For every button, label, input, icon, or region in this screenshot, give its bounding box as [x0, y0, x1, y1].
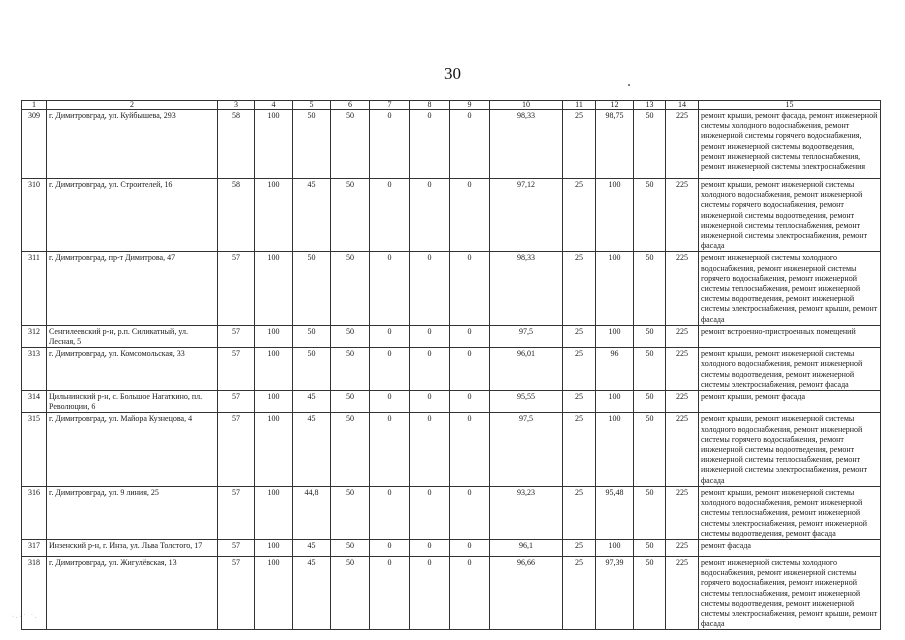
row-number-cell: 313: [22, 348, 47, 391]
works-cell: ремонт фасада: [699, 539, 881, 556]
value-cell-c12: 95,48: [596, 486, 634, 539]
value-cell-c14: 225: [666, 252, 699, 325]
value-cell-c10: 96,01: [490, 348, 563, 391]
table-row: [22, 413, 881, 486]
value-cell-c10: 97,5: [490, 325, 563, 347]
value-cell-c8: 0: [410, 179, 450, 252]
header-cell: 5: [293, 101, 331, 110]
value-cell-c6: 50: [331, 252, 370, 325]
value-cell-c14: 225: [666, 539, 699, 556]
value-cell-c3: 57: [218, 391, 255, 413]
value-cell-c11: 25: [563, 252, 596, 325]
value-cell-c12: 100: [596, 413, 634, 486]
value-cell-c7: 0: [370, 391, 410, 413]
value-cell-c13: 50: [634, 539, 666, 556]
value-cell-c8: 0: [410, 556, 450, 629]
value-cell-c5: 45: [293, 556, 331, 629]
value-cell-c11: 25: [563, 325, 596, 347]
value-cell-c5: 45: [293, 391, 331, 413]
value-cell-c5: 50: [293, 252, 331, 325]
value-cell-c6: 50: [331, 556, 370, 629]
address-cell: г. Димитровград, ул. Майора Кузнецова, 4: [47, 413, 218, 486]
value-cell-c4: 100: [255, 391, 293, 413]
value-cell-c4: 100: [255, 413, 293, 486]
works-cell: ремонт крыши, ремонт фасада: [699, 391, 881, 413]
value-cell-c9: 0: [450, 348, 490, 391]
value-cell-c14: 225: [666, 413, 699, 486]
value-cell-c12: 96: [596, 348, 634, 391]
value-cell-c3: 58: [218, 179, 255, 252]
value-cell-c7: 0: [370, 486, 410, 539]
address-cell: г. Димитровград, ул. Комсомольская, 33: [47, 348, 218, 391]
row-number-cell: 316: [22, 486, 47, 539]
value-cell-c10: 96,66: [490, 556, 563, 629]
works-cell: ремонт встроенно-пристроенных помещений: [699, 325, 881, 347]
value-cell-c5: 45: [293, 539, 331, 556]
value-cell-c10: 97,5: [490, 413, 563, 486]
value-cell-c8: 0: [410, 486, 450, 539]
value-cell-c4: 100: [255, 486, 293, 539]
value-cell-c3: 57: [218, 348, 255, 391]
value-cell-c4: 100: [255, 348, 293, 391]
value-cell-c6: 50: [331, 413, 370, 486]
value-cell-c4: 100: [255, 539, 293, 556]
header-cell: 14: [666, 101, 699, 110]
works-cell: ремонт крыши, ремонт инженерной системы холодного водоснабжения, ремонт инженерной системы теплоснабжения, ремонт инженерной системы электроснабжения, ремонт инженерной системы водоотведения, ремонт фасада: [699, 486, 881, 539]
address-cell: г. Димитровград, ул. Куйбышева, 293: [47, 110, 218, 179]
works-cell: ремонт инженерной системы холодного водоснабжения, ремонт инженерной системы горячего водоснабжения, ремонт инженерной системы теплоснабжения, ремонт инженерной системы водоотведения, ремонт инженерной системы электроснабжения, ремонт крыши, ремонт фасада: [699, 252, 881, 325]
value-cell-c4: 100: [255, 325, 293, 347]
address-cell: Цильнинский р-н, с. Большое Нагаткино, пл. Революции, 6: [47, 391, 218, 413]
value-cell-c5: 50: [293, 325, 331, 347]
value-cell-c9: 0: [450, 556, 490, 629]
address-cell: г. Димитровград, ул. 9 линия, 25: [47, 486, 218, 539]
table-row: [22, 348, 881, 391]
value-cell-c7: 0: [370, 539, 410, 556]
value-cell-c10: 95,55: [490, 391, 563, 413]
works-cell: ремонт крыши, ремонт инженерной системы холодного водоснабжения, ремонт инженерной системы горячего водоснабжения, ремонт инженерной системы водоотведения, ремонт инженерной системы теплоснабжения, ремонт инженерной системы электроснабжения, ремонт фасада: [699, 179, 881, 252]
value-cell-c9: 0: [450, 110, 490, 179]
value-cell-c6: 50: [331, 325, 370, 347]
value-cell-c5: 50: [293, 348, 331, 391]
header-cell: 4: [255, 101, 293, 110]
value-cell-c6: 50: [331, 486, 370, 539]
value-cell-c10: 98,33: [490, 110, 563, 179]
row-number-cell: 311: [22, 252, 47, 325]
value-cell-c12: 100: [596, 179, 634, 252]
header-cell: 13: [634, 101, 666, 110]
value-cell-c8: 0: [410, 413, 450, 486]
value-cell-c6: 50: [331, 348, 370, 391]
table-row: [22, 391, 881, 413]
value-cell-c13: 50: [634, 413, 666, 486]
address-cell: г. Димитровград, ул. Строителей, 16: [47, 179, 218, 252]
value-cell-c8: 0: [410, 391, 450, 413]
value-cell-c8: 0: [410, 348, 450, 391]
value-cell-c7: 0: [370, 179, 410, 252]
value-cell-c13: 50: [634, 110, 666, 179]
value-cell-c7: 0: [370, 348, 410, 391]
value-cell-c9: 0: [450, 391, 490, 413]
value-cell-c13: 50: [634, 486, 666, 539]
value-cell-c14: 225: [666, 325, 699, 347]
value-cell-c3: 57: [218, 252, 255, 325]
value-cell-c8: 0: [410, 539, 450, 556]
table-row: [22, 252, 881, 325]
value-cell-c4: 100: [255, 110, 293, 179]
value-cell-c3: 58: [218, 110, 255, 179]
table-row: [22, 556, 881, 629]
works-cell: ремонт крыши, ремонт инженерной системы холодного водоснабжения, ремонт инженерной системы горячего водоснабжения, ремонт инженерной системы водоотведения, ремонт инженерной системы теплоснабжения, ремонт инженерной системы электроснабжения, ремонт фасада: [699, 413, 881, 486]
value-cell-c12: 100: [596, 539, 634, 556]
address-cell: Сенгилеевский р-н, р.п. Силикатный, ул. Лесная, 5: [47, 325, 218, 347]
value-cell-c14: 225: [666, 348, 699, 391]
value-cell-c12: 100: [596, 325, 634, 347]
header-cell: 8: [410, 101, 450, 110]
value-cell-c4: 100: [255, 556, 293, 629]
header-cell: 3: [218, 101, 255, 110]
value-cell-c11: 25: [563, 556, 596, 629]
value-cell-c8: 0: [410, 325, 450, 347]
address-cell: Инзенский р-н, г. Инза, ул. Льва Толстого, 17: [47, 539, 218, 556]
value-cell-c4: 100: [255, 252, 293, 325]
value-cell-c13: 50: [634, 391, 666, 413]
value-cell-c5: 45: [293, 179, 331, 252]
scan-dot: [628, 84, 630, 86]
table-row: [22, 179, 881, 252]
header-cell: 11: [563, 101, 596, 110]
value-cell-c11: 25: [563, 348, 596, 391]
value-cell-c12: 100: [596, 252, 634, 325]
header-cell: 1: [22, 101, 47, 110]
value-cell-c11: 25: [563, 413, 596, 486]
value-cell-c14: 225: [666, 556, 699, 629]
value-cell-c10: 97,12: [490, 179, 563, 252]
value-cell-c12: 100: [596, 391, 634, 413]
works-cell: ремонт крыши, ремонт фасада, ремонт инженерной системы холодного водоснабжения, ремонт инженерной системы горячего водоснабжения, ремонт инженерной системы водоотведения, ремонт инженерной системы теплоснабжения, ремонт инженерной системы электроснабжения: [699, 110, 881, 179]
value-cell-c9: 0: [450, 179, 490, 252]
value-cell-c10: 93,23: [490, 486, 563, 539]
value-cell-c3: 57: [218, 556, 255, 629]
value-cell-c11: 25: [563, 486, 596, 539]
value-cell-c7: 0: [370, 252, 410, 325]
value-cell-c5: 50: [293, 110, 331, 179]
row-number-cell: 312: [22, 325, 47, 347]
value-cell-c13: 50: [634, 252, 666, 325]
value-cell-c11: 25: [563, 391, 596, 413]
value-cell-c13: 50: [634, 348, 666, 391]
register-table: [21, 100, 881, 630]
value-cell-c7: 0: [370, 325, 410, 347]
value-cell-c6: 50: [331, 179, 370, 252]
header-cell: 6: [331, 101, 370, 110]
header-cell: 12: [596, 101, 634, 110]
row-number-cell: 317: [22, 539, 47, 556]
works-cell: ремонт крыши, ремонт инженерной системы холодного водоснабжения, ремонт инженерной системы водоотведения, ремонт инженерной системы электроснабжения, ремонт фасада: [699, 348, 881, 391]
value-cell-c5: 44,8: [293, 486, 331, 539]
row-number-cell: 310: [22, 179, 47, 252]
value-cell-c8: 0: [410, 110, 450, 179]
value-cell-c11: 25: [563, 110, 596, 179]
value-cell-c8: 0: [410, 252, 450, 325]
value-cell-c6: 50: [331, 110, 370, 179]
value-cell-c3: 57: [218, 325, 255, 347]
header-cell: 15: [699, 101, 881, 110]
header-cell: 2: [47, 101, 218, 110]
table-row: [22, 486, 881, 539]
page-number: 30: [444, 64, 461, 83]
value-cell-c7: 0: [370, 413, 410, 486]
table-row: [22, 539, 881, 556]
value-cell-c13: 50: [634, 325, 666, 347]
row-number-cell: 315: [22, 413, 47, 486]
scan-artifact: ·.·˙ ˙.: [12, 614, 39, 620]
value-cell-c9: 0: [450, 486, 490, 539]
value-cell-c9: 0: [450, 325, 490, 347]
value-cell-c12: 97,39: [596, 556, 634, 629]
value-cell-c14: 225: [666, 179, 699, 252]
value-cell-c11: 25: [563, 179, 596, 252]
value-cell-c10: 98,33: [490, 252, 563, 325]
value-cell-c5: 45: [293, 413, 331, 486]
value-cell-c13: 50: [634, 556, 666, 629]
header-cell: 10: [490, 101, 563, 110]
header-cell: 7: [370, 101, 410, 110]
table-row: [22, 110, 881, 179]
value-cell-c4: 100: [255, 179, 293, 252]
row-number-cell: 309: [22, 110, 47, 179]
value-cell-c14: 225: [666, 391, 699, 413]
header-row: [22, 101, 881, 110]
value-cell-c6: 50: [331, 391, 370, 413]
value-cell-c13: 50: [634, 179, 666, 252]
row-number-cell: 314: [22, 391, 47, 413]
value-cell-c3: 57: [218, 486, 255, 539]
header-cell: 9: [450, 101, 490, 110]
value-cell-c7: 0: [370, 556, 410, 629]
value-cell-c14: 225: [666, 486, 699, 539]
value-cell-c10: 96,1: [490, 539, 563, 556]
value-cell-c9: 0: [450, 413, 490, 486]
value-cell-c11: 25: [563, 539, 596, 556]
value-cell-c6: 50: [331, 539, 370, 556]
works-cell: ремонт инженерной системы холодного водоснабжения, ремонт инженерной системы горячего водоснабжения, ремонт инженерной системы теплоснабжения, ремонт инженерной системы водоотведения, ремонт инженерной системы электроснабжения, ремонт крыши, ремонт фасада: [699, 556, 881, 629]
value-cell-c3: 57: [218, 539, 255, 556]
value-cell-c9: 0: [450, 539, 490, 556]
value-cell-c3: 57: [218, 413, 255, 486]
value-cell-c7: 0: [370, 110, 410, 179]
row-number-cell: 318: [22, 556, 47, 629]
table-row: [22, 325, 881, 347]
address-cell: г. Димитровград, пр-т Димитрова, 47: [47, 252, 218, 325]
value-cell-c12: 98,75: [596, 110, 634, 179]
value-cell-c9: 0: [450, 252, 490, 325]
value-cell-c14: 225: [666, 110, 699, 179]
address-cell: г. Димитровград, ул. Жигулёвская, 13: [47, 556, 218, 629]
